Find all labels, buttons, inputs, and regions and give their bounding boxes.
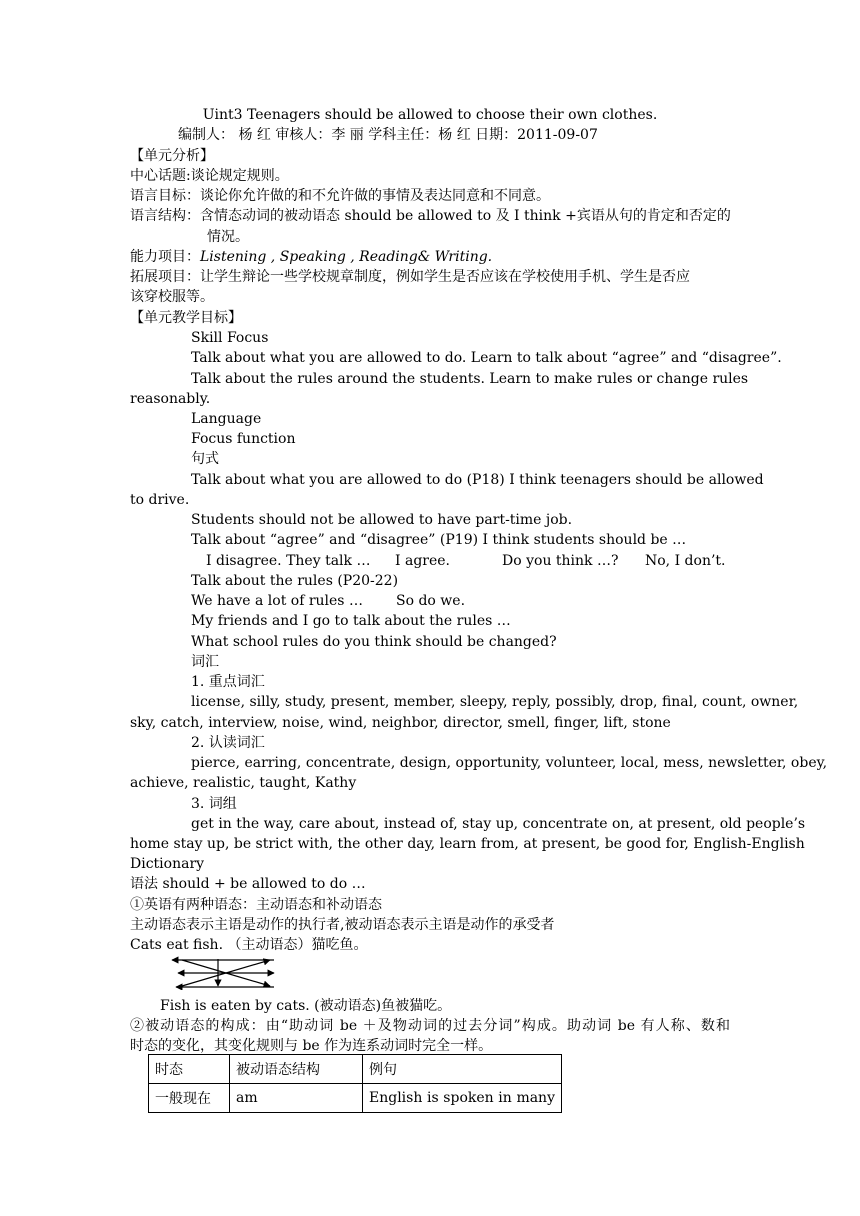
disagree-phrase: I disagree. They talk …	[206, 553, 371, 569]
skill-focus: Skill Focus	[191, 330, 269, 346]
do-you-think-phrase: Do you think …?	[502, 553, 619, 569]
sentence-pattern-heading: 句式	[191, 451, 219, 467]
p18-line: Talk about what you are allowed to do (P18) I think teenagers should be allowed	[191, 472, 764, 488]
cell-example: English is spoken in many	[363, 1084, 562, 1113]
phrases-line-2: home stay up, be strict with, the other day, learn from, at present, be good for, English-English	[130, 836, 805, 852]
reading-vocab-heading: 2. 认读词汇	[191, 735, 265, 751]
focus-function: Focus function	[191, 431, 296, 447]
so-do-we-phrase: So do we.	[396, 593, 466, 609]
language-structure: 语言结构：含情态动词的被动语态 should be allowed to 及 I think +宾语从句的肯定和否定的	[130, 208, 731, 224]
grammar-heading: 语法 should + be allowed to do …	[130, 876, 366, 892]
active-voice-example: Cats eat fish. （主动语态）猫吃鱼。	[130, 937, 368, 953]
doc-title: Uint3 Teenagers should be allowed to choose their own clothes.	[202, 107, 658, 123]
voice-transformation-arrows	[170, 956, 282, 990]
vocab-heading: 词汇	[191, 654, 219, 670]
tense-table	[148, 1054, 562, 1113]
ability-label: 能力项目：	[130, 249, 200, 265]
skill-line-2: Talk about the rules around the students. Learn to make rules or change rules	[191, 371, 749, 387]
grammar-point-2: ②被动语态的构成：由“助动词 be ＋及物动词的过去分词”构成。助动词 be 有人称、数和	[130, 1018, 730, 1034]
friends-line: My friends and I go to talk about the rules …	[191, 613, 511, 629]
extension-items: 拓展项目：让学生辩论一些学校规章制度，例如学生是否应该在学校使用手机、学生是否应	[130, 269, 690, 285]
central-topic: 中心话题:谈论规定规则。	[130, 168, 289, 184]
reading-vocab-line-2: achieve, realistic, taught, Kathy	[130, 775, 357, 791]
table-row	[149, 1084, 562, 1113]
grammar-point-1: ①英语有两种语态：主动语态和补动语态	[130, 897, 382, 913]
p18-line-cont: to drive.	[130, 492, 190, 508]
reading-vocab-line-1: pierce, earring, concentrate, design, opportunity, volunteer, local, mess, newsletter, obey,	[191, 755, 828, 771]
cell-tense: 一般现在	[149, 1084, 230, 1113]
table-header-row	[149, 1055, 562, 1084]
grammar-point-2-cont: 时态的变化，其变化规则与 be 作为连系动词时完全一样。	[130, 1038, 493, 1054]
agree-phrase: I agree.	[395, 553, 451, 569]
skill-line-2-cont: reasonably.	[130, 391, 211, 407]
grammar-explanation: 主动语态表示主语是动作的执行者,被动语态表示主语是动作的承受者	[130, 917, 555, 933]
header-passive-structure: 被动语态结构	[230, 1055, 363, 1084]
key-vocab-heading: 1. 重点词汇	[191, 674, 265, 690]
no-i-dont-phrase: No, I don’t.	[645, 553, 726, 569]
cell-structure: am	[230, 1084, 363, 1113]
p19-line: Talk about “agree” and “disagree” (P19) I think students should be …	[191, 532, 687, 548]
ability-value: Listening , Speaking , Reading& Writing.	[200, 249, 493, 265]
phrases-line-1: get in the way, care about, instead of, stay up, concentrate on, at present, old people’s	[191, 816, 806, 832]
skill-line-1: Talk about what you are allowed to do. Learn to talk about “agree” and “disagree”.	[191, 350, 782, 366]
phrases-heading: 3. 词组	[191, 796, 237, 812]
authors-line: 编制人： 杨 红 审核人：李 丽 学科主任：杨 红 日期：2011-09-07	[178, 127, 598, 143]
header-tense: 时态	[149, 1055, 230, 1084]
p20-line: Talk about the rules (P20-22)	[191, 573, 399, 589]
rules-changed-line: What school rules do you think should be changed?	[191, 634, 557, 650]
language-goal: 语言目标：谈论你允许做的和不允许做的事情及表达同意和不同意。	[130, 188, 550, 204]
ability-items	[130, 247, 492, 267]
phrases-line-3: Dictionary	[130, 856, 205, 872]
part-time-line: Students should not be allowed to have part-time job.	[191, 512, 573, 528]
passive-voice-example: Fish is eaten by cats. (被动语态)鱼被猫吃。	[160, 998, 452, 1014]
language-structure-cont: 情况。	[207, 229, 249, 245]
lot-of-rules-phrase: We have a lot of rules …	[191, 593, 363, 609]
key-vocab-line-2: sky, catch, interview, noise, wind, neighbor, director, smell, finger, lift, stone	[130, 715, 671, 731]
key-vocab-line-1: license, silly, study, present, member, sleepy, reply, possibly, drop, final, count, owner,	[191, 694, 799, 710]
language-heading: Language	[191, 411, 262, 427]
section-heading-unit-analysis: 【单元分析】	[130, 148, 214, 164]
extension-items-cont: 该穿校服等。	[130, 289, 214, 305]
section-heading-teaching-goals: 【单元教学目标】	[130, 310, 242, 326]
header-example: 例句	[363, 1055, 562, 1084]
